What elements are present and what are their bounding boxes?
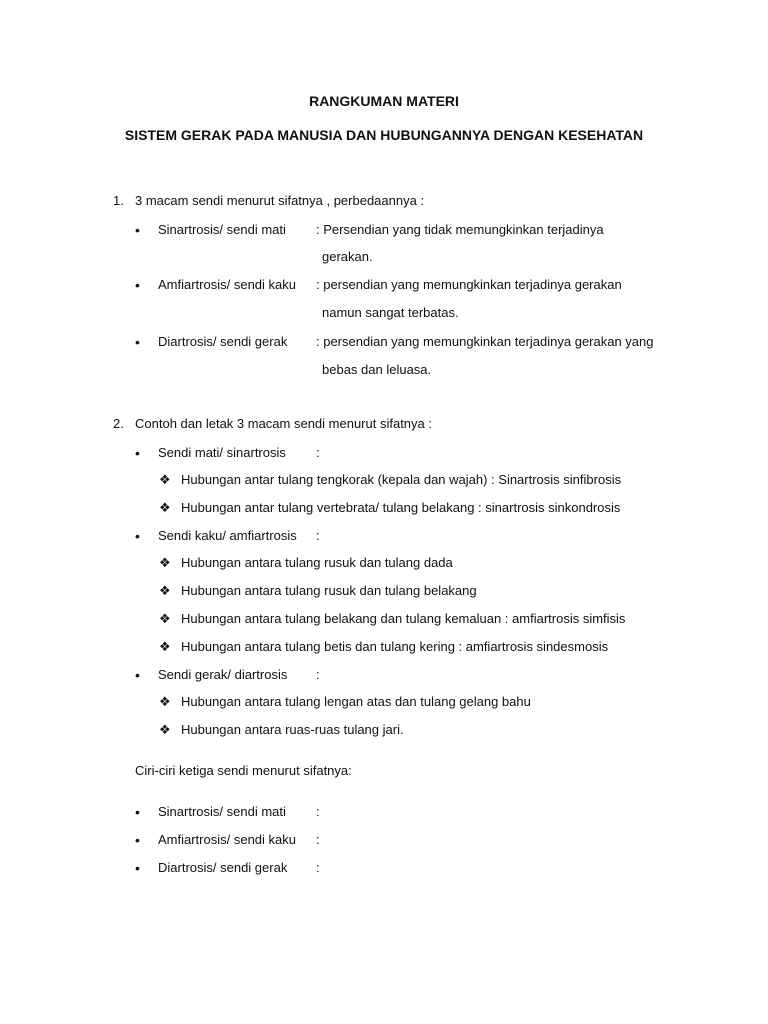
- diamond-bullet-icon: ❖: [159, 611, 171, 626]
- section-2-number: 2.: [113, 416, 124, 431]
- group-sendi-gerak-colon: :: [316, 667, 320, 682]
- diamond-bullet-icon: ❖: [159, 500, 171, 515]
- diamond-bullet-icon: ❖: [159, 639, 171, 654]
- list-item: Hubungan antara tulang lengan atas dan tulang gelang bahu: [181, 694, 531, 709]
- bullet-icon: •: [135, 528, 140, 544]
- diamond-bullet-icon: ❖: [159, 555, 171, 570]
- term-sinartrosis: Sinartrosis/ sendi mati: [158, 222, 286, 237]
- bullet-icon: •: [135, 832, 140, 848]
- document-subtitle: SISTEM GERAK PADA MANUSIA DAN HUBUNGANNYA DENGAN KESEHATAN: [124, 127, 644, 143]
- ciri-term-diartrosis: Diartrosis/ sendi gerak: [158, 860, 288, 875]
- ciri-colon: :: [316, 832, 320, 847]
- group-sendi-mati-label: Sendi mati/ sinartrosis: [158, 445, 286, 460]
- group-sendi-kaku-label: Sendi kaku/ amfiartrosis: [158, 528, 297, 543]
- bullet-icon: •: [135, 334, 140, 350]
- ciri-colon: :: [316, 804, 320, 819]
- desc-sinartrosis-line1: : Persendian yang tidak memungkinkan terjadinya: [316, 222, 604, 237]
- bullet-icon: •: [135, 445, 140, 461]
- term-amfiartrosis: Amfiartrosis/ sendi kaku: [158, 277, 296, 292]
- list-item: Hubungan antara ruas-ruas tulang jari.: [181, 722, 404, 737]
- section-1-number: 1.: [113, 193, 124, 208]
- diamond-bullet-icon: ❖: [159, 722, 171, 737]
- ciri-colon: :: [316, 860, 320, 875]
- bullet-icon: •: [135, 222, 140, 238]
- bullet-icon: •: [135, 277, 140, 293]
- section-1-heading: 3 macam sendi menurut sifatnya , perbedaannya :: [135, 193, 425, 208]
- group-sendi-gerak-label: Sendi gerak/ diartrosis: [158, 667, 288, 682]
- desc-sinartrosis-line2: gerakan.: [322, 249, 373, 264]
- bullet-icon: •: [135, 804, 140, 820]
- bullet-icon: •: [135, 860, 140, 876]
- group-sendi-mati-colon: :: [316, 445, 320, 460]
- desc-amfiartrosis-line2: namun sangat terbatas.: [322, 305, 459, 320]
- list-item: Hubungan antara tulang rusuk dan tulang dada: [181, 555, 453, 570]
- list-item: Hubungan antar tulang vertebrata/ tulang belakang : sinartrosis sinkondrosis: [181, 500, 621, 515]
- list-item: Hubungan antar tulang tengkorak (kepala dan wajah) : Sinartrosis sinfibrosis: [181, 472, 622, 487]
- term-diartrosis: Diartrosis/ sendi gerak: [158, 334, 288, 349]
- ciri-term-amfiartrosis: Amfiartrosis/ sendi kaku: [158, 832, 296, 847]
- diamond-bullet-icon: ❖: [159, 472, 171, 487]
- ciri-heading: Ciri-ciri ketiga sendi menurut sifatnya:: [135, 763, 352, 778]
- list-item: Hubungan antara tulang rusuk dan tulang belakang: [181, 583, 477, 598]
- diamond-bullet-icon: ❖: [159, 694, 171, 709]
- desc-amfiartrosis-line1: : persendian yang memungkinkan terjadinya gerakan: [316, 277, 622, 292]
- group-sendi-kaku-colon: :: [316, 528, 320, 543]
- document-title: RANGKUMAN MATERI: [309, 93, 459, 109]
- bullet-icon: •: [135, 667, 140, 683]
- list-item: Hubungan antara tulang betis dan tulang kering : amfiartrosis sindesmosis: [181, 639, 609, 654]
- list-item: Hubungan antara tulang belakang dan tulang kemaluan : amfiartrosis simfisis: [181, 611, 626, 626]
- diamond-bullet-icon: ❖: [159, 583, 171, 598]
- desc-diartrosis-line2: bebas dan leluasa.: [322, 362, 432, 377]
- desc-diartrosis-line1: : persendian yang memungkinkan terjadinya gerakan yang: [316, 334, 654, 349]
- ciri-term-sinartrosis: Sinartrosis/ sendi mati: [158, 804, 286, 819]
- section-2-heading: Contoh dan letak 3 macam sendi menurut sifatnya :: [135, 416, 432, 431]
